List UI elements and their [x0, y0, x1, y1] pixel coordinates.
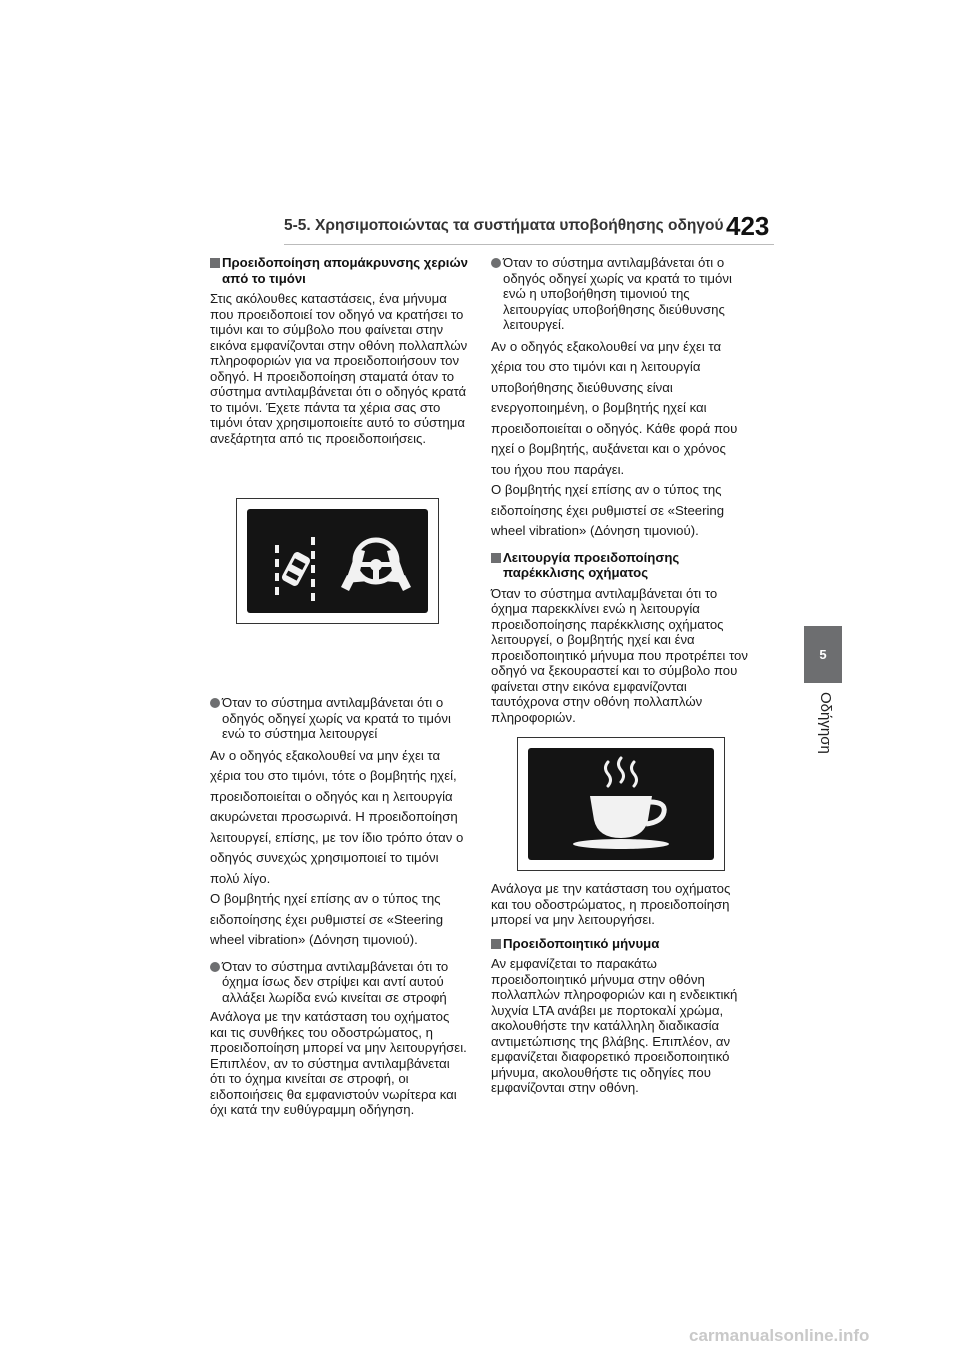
section-heading [491, 550, 749, 581]
heading-text: Προειδοποίηση απομάκρυνσης χεριών από το τιμόνι [222, 255, 468, 286]
paragraph: Ο βομβητής ηχεί επίσης αν ο τύπος της ειδοποίησης έχει ρυθμιστεί σε «Steering wheel vibration» (Δόνηση τιμονιού). [491, 482, 725, 538]
heading-text: Λειτουργία προειδοποίησης παρέκκλισης οχήματος [503, 549, 680, 580]
heading-text: Προειδοποιητικό μήνυμα [503, 935, 660, 951]
paragraph: Αν εμφανίζεται το παρακάτω προειδοποιητικό μήνυμα στην οθόνη πολλαπλών πληροφοριών και η ενδεικτική λυχνία LTA ανάβει με πορτοκαλί χρώμα, ακολουθήστε την κατάλληλη διαδικασία αντιμετώπισης της βλάβης. Επιπλέον, αν εμφανίζεται διαφορετικό προειδοποιητικό μήνυμα, ακολουθήστε τις οδηγίες που εμφανίζονται στην οθόνη. [491, 956, 738, 1095]
hands-off-wheel-warning-icon [247, 509, 428, 613]
watermark: carmanualsonline.info [689, 1326, 870, 1345]
section-heading [210, 255, 468, 286]
left-column [210, 255, 468, 1122]
page-number: 423 [726, 211, 770, 241]
paragraph: Όταν το σύστημα αντιλαμβάνεται ότι το όχημα παρεκκλίνει ενώ η λειτουργία προειδοποίησης παρέκκλισης οχήματος λειτουργεί, ο βομβητής ηχεί και ένα προειδοποιητικό μήνυμα που προτρέπει τον οδηγό να ξεκουραστεί και το σύμβολο που φαίνεται στην εικόνα εμφανίζονται ταυτόχρονα στην οθόνη πολλαπλών πληροφοριών. [491, 585, 748, 725]
header-divider [284, 244, 774, 245]
paragraph: Ανάλογα με την κατάσταση του οχήματος και τις συνθήκες του οδοστρώματος, η προειδοποίηση μπορεί να μην λειτουργήσει. Επιπλέον, αν το σύστημα αντιλαμβάνεται ότι το όχημα κινείται σε στροφή, οι ειδοποιήσεις θα εμφανιστούν νωρίτερα και όχι κατά την ευθύγραμμη οδήγηση. [210, 1009, 467, 1117]
bullet-text: Όταν το σύστημα αντιλαμβάνεται ότι το όχημα ίσως δεν στρίψει και αντί αυτού αλλάξει λωρίδα ενώ κινείται σε στροφή [222, 958, 449, 1005]
bullet-item [210, 695, 468, 742]
display-screen [247, 509, 428, 613]
chapter-label [812, 692, 834, 792]
paragraph: Ανάλογα με την κατάσταση του οχήματος και του οδοστρώματος, η προειδοποίηση μπορεί να μην λειτουργήσει. [491, 881, 731, 927]
chapter-label-text: Οδήγηση [817, 692, 834, 754]
heading-square-icon [210, 258, 220, 268]
section-heading [491, 936, 749, 952]
bullet-text: Όταν το σύστημα αντιλαμβάνεται ότι ο οδηγός οδηγεί χωρίς να κρατά το τιμόνι ενώ το σύστημα λειτουργεί [222, 695, 451, 741]
right-column [491, 255, 749, 1100]
bullet-text: Όταν το σύστημα αντιλαμβάνεται ότι ο οδηγός οδηγεί χωρίς να κρατά το τιμόνι ενώ η υποβοήθηση τιμονιού της λειτουργίας υποβοήθησης διεύθυνσης λειτουργεί. [503, 255, 732, 332]
paragraph: Αν ο οδηγός εξακολουθεί να μην έχει τα χέρια του στο τιμόνι και η λειτουργία υποβοήθησης διεύθυνσης είναι ενεργοποιημένη, ο βομβητής ηχεί και προειδοποιείται ο οδηγός. Κάθε φορά που ηχεί ο βομβητής, αυξάνεται και ο χρόνος του ήχου που παράγει. [491, 338, 738, 477]
bullet-item [210, 959, 468, 1006]
paragraph: Στις ακόλουθες καταστάσεις, ένα μήνυμα που προειδοποιεί τον οδηγό να κρατήσει το τιμόνι και το σύμβολο που φαίνεται στην εικόνα εμφανίζονται στην οθόνη πολλαπλών πληροφοριών για να προειδοποιήσουν τον οδηγό. Η προειδοποίηση σταματά όταν το σύστημα αντιλαμβάνεται ότι ο οδηγός κρατά το τιμόνι. Έχετε πάντα τα χέρια σας στο τιμόνι όταν χρησιμοποιείτε αυτό το σύστημα ανεξάρτητα από τις προειδοποιήσεις. [210, 291, 468, 446]
bullet-dot-icon [210, 698, 220, 708]
bullet-dot-icon [491, 258, 501, 268]
paragraph: Ο βομβητής ηχεί επίσης αν ο τύπος της ειδοποίησης έχει ρυθμιστεί σε «Steering wheel vibration» (Δόνηση τιμονιού). [210, 891, 444, 947]
coffee-cup-rest-icon [528, 748, 714, 860]
display-screen [528, 748, 714, 860]
figure-rest-suggestion [517, 737, 725, 871]
heading-square-icon [491, 553, 501, 563]
bullet-item [491, 255, 749, 333]
bullet-dot-icon [210, 962, 220, 972]
chapter-tab: 5 [804, 626, 842, 683]
heading-square-icon [491, 939, 501, 949]
figure-hands-off-warning [236, 498, 439, 624]
paragraph: Αν ο οδηγός εξακολουθεί να μην έχει τα χέρια του στο τιμόνι, τότε ο βομβητής ηχεί, προειδοποιείται ο οδηγός και η λειτουργία ακυρώνεται προσωρινά. Η προειδοποίηση λειτουργεί, επίσης, με τον ίδιο τρόπο όταν ο οδηγός συνεχώς χρησιμοποιεί το τιμόνι πολύ λίγο. [210, 747, 464, 886]
section-title: 5-5. Χρησιμοποιώντας τα συστήματα υποβοήθησης οδηγού [284, 217, 724, 234]
